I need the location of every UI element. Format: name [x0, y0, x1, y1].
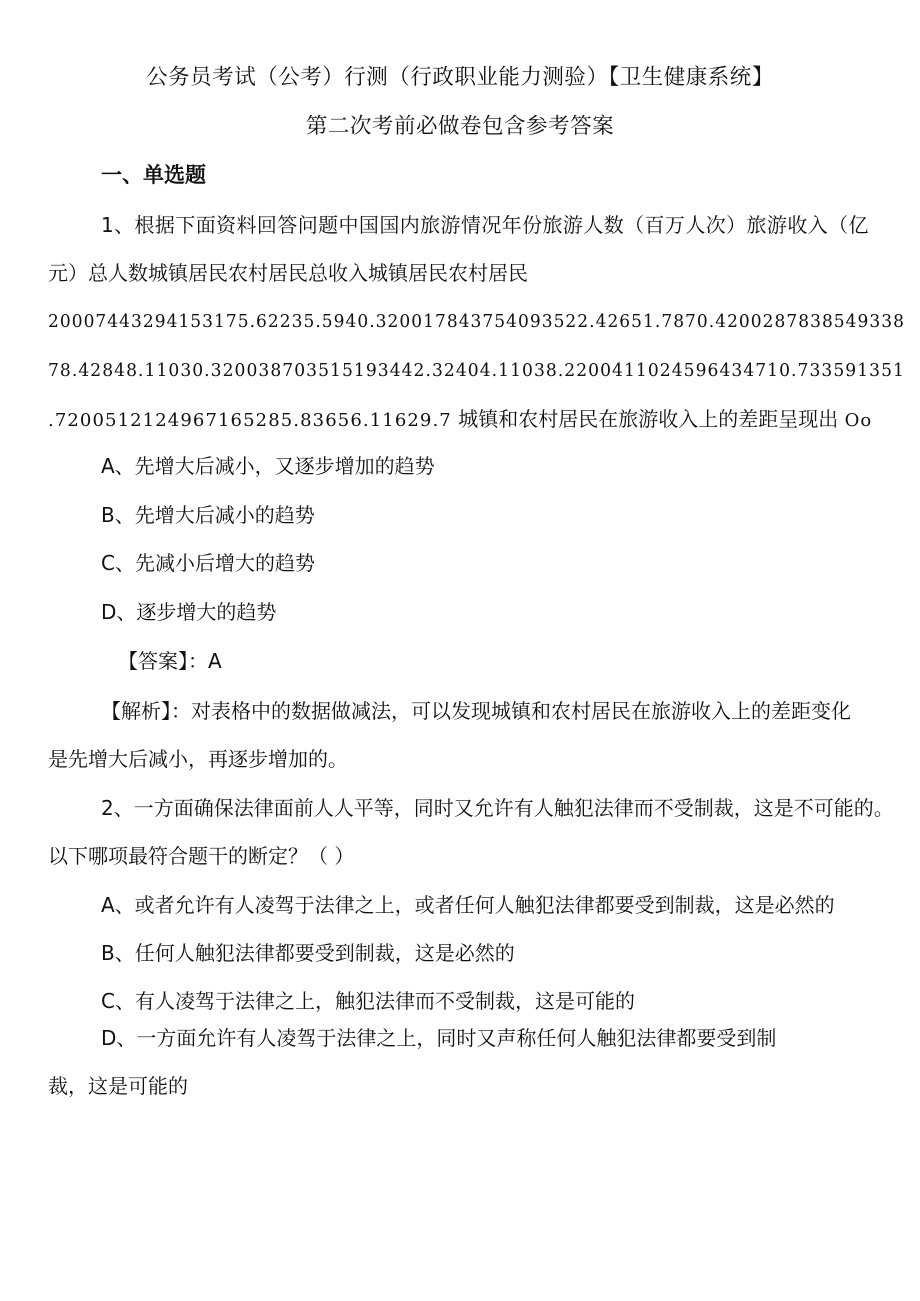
q1-data-line-3 — [48, 405, 872, 435]
q1-analysis-line-1: 【解析】：对表格中的数据做减法，可以发现城镇和农村居民在旅游收入上的差距变化 — [101, 699, 851, 723]
q1-stem-line-2: 元）总人数城镇居民农村居民总收入城镇居民农村居民 — [48, 261, 528, 285]
q2-option-d: D、一方面允许有人凌驾于法律之上，同时又声称任何人触犯法律都要受到制 — [101, 1026, 777, 1050]
q1-data-line-3-numbers: .7200512124967165285.83656.11629.7 — [48, 410, 452, 431]
document-title-line-2: 第二次考前必做卷包含参考答案 — [305, 114, 615, 139]
document-title-line-1: 公务员考试（公考）行测（行政职业能力测验）【卫生健康系统】 — [146, 65, 774, 90]
q1-stem-line-1: 1、根据下面资料回答问题中国国内旅游情况年份旅游人数（百万人次）旅游收入（亿 — [101, 213, 869, 237]
q1-option-d: D、逐步增大的趋势 — [101, 600, 277, 624]
q2-stem-line-2: 以下哪项最符合题干的断定？（ ） — [48, 844, 355, 868]
q1-option-b: B、先增大后减小的趋势 — [101, 503, 315, 527]
q1-data-line-2: 78.42848.11030.320038703515193442.32404.11038.2200411024596434710.733591351 — [48, 360, 905, 381]
q1-data-line-1: 20007443294153175.62235.5940.320017843754093522.42651.7870.4200287838549338 — [48, 311, 905, 332]
q1-answer: 【答案】：A — [118, 649, 222, 673]
q2-option-c: C、有人凌驾于法律之上，触犯法律而不受制裁，这是可能的 — [101, 989, 635, 1013]
q2-option-a: A、或者允许有人凌驾于法律之上，或者任何人触犯法律都要受到制裁，这是必然的 — [101, 893, 835, 917]
q1-question-tail: Oo — [844, 410, 873, 431]
q1-option-a: A、先增大后减小，又逐步增加的趋势 — [101, 454, 435, 478]
q2-option-b: B、任何人触犯法律都要受到制裁，这是必然的 — [101, 941, 515, 965]
q2-option-d-continued: 裁，这是可能的 — [48, 1074, 188, 1098]
q1-option-c: C、先减小后增大的趋势 — [101, 551, 315, 575]
q2-stem-line-1: 2、一方面确保法律面前人人平等，同时又允许有人触犯法律而不受制裁，这是不可能的。 — [101, 796, 894, 820]
q1-analysis-line-2: 是先增大后减小，再逐步增加的。 — [48, 747, 348, 771]
q1-question-text: 城镇和农村居民在旅游收入上的差距呈现出 — [458, 407, 839, 431]
section-heading: 一、单选题 — [101, 163, 206, 187]
